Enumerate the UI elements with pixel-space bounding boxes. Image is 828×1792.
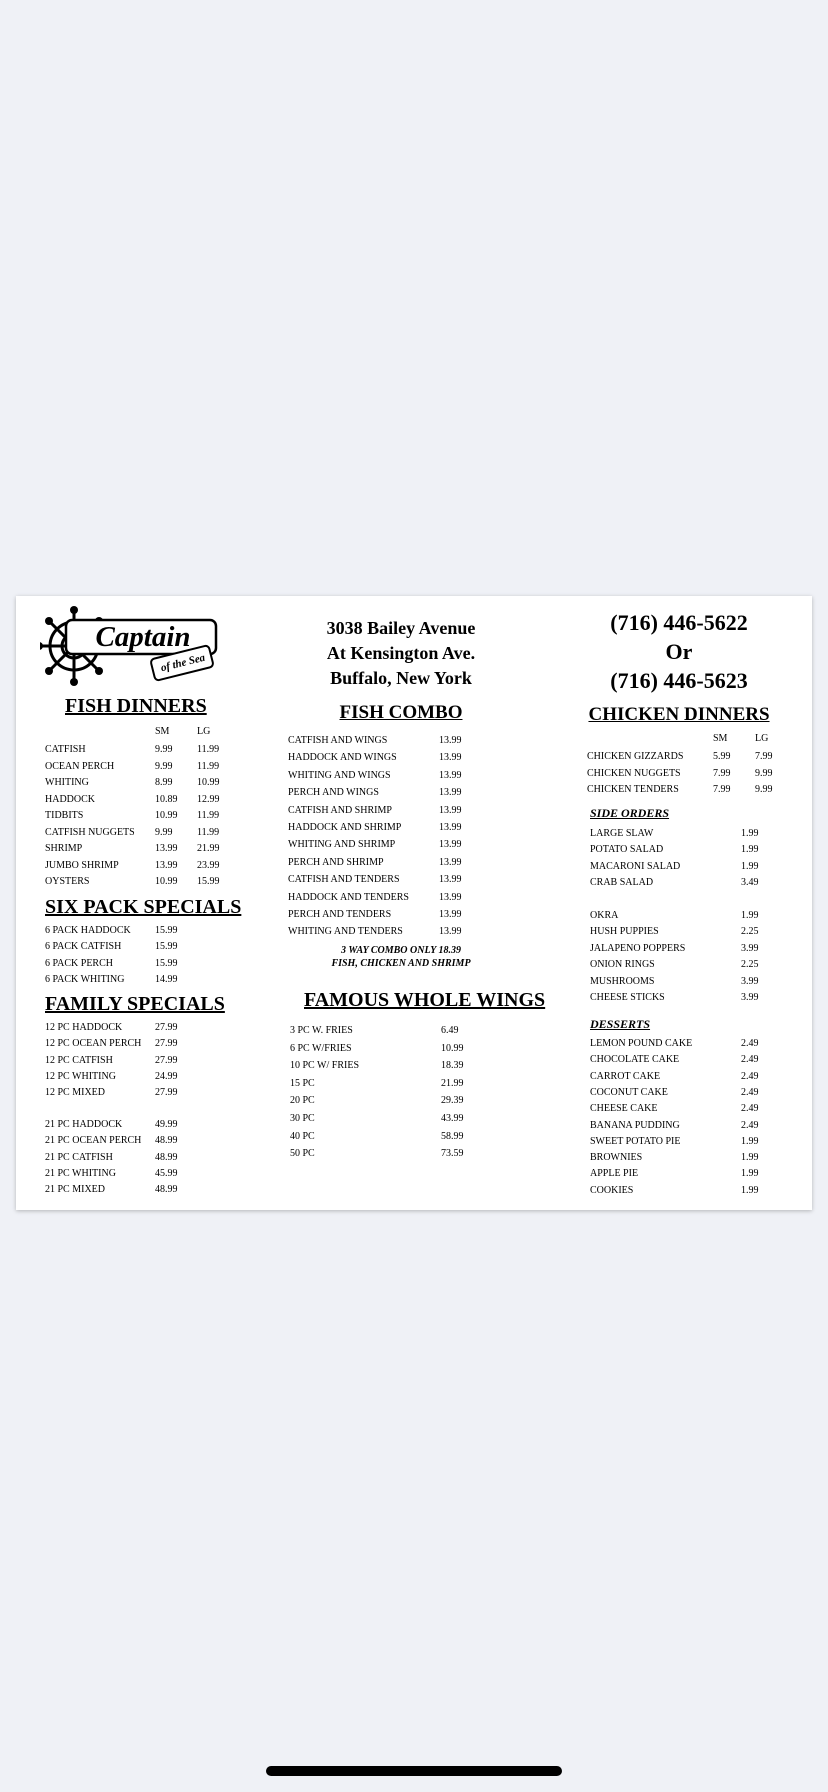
item-price: 49.99 bbox=[155, 1119, 178, 1130]
address-street: 3038 Bailey Avenue bbox=[326, 618, 476, 638]
item-name: 15 PC bbox=[290, 1077, 315, 1089]
menu-item-row bbox=[546, 784, 812, 799]
item-name: JALAPENO POPPERS bbox=[590, 942, 686, 954]
item-name: CATFISH AND TENDERS bbox=[288, 874, 400, 886]
item-name: CARROT CAKE bbox=[590, 1070, 661, 1082]
item-name: CATFISH AND SHRIMP bbox=[288, 804, 392, 816]
item-price: 13.99 bbox=[439, 822, 462, 833]
menu-item-row bbox=[546, 943, 812, 958]
item-name: 6 PACK PERCH bbox=[45, 957, 113, 969]
item-name: TIDBITS bbox=[45, 810, 84, 821]
menu-item-row bbox=[16, 1184, 256, 1199]
menu-item-row bbox=[16, 876, 256, 891]
item-price: 1.99 bbox=[741, 1168, 759, 1180]
item-price: 15.99 bbox=[155, 957, 178, 969]
item-price: 3.49 bbox=[741, 877, 759, 889]
phone-or: Or bbox=[665, 639, 693, 664]
item-price-large: 11.99 bbox=[197, 760, 220, 772]
item-name: 6 PACK CATFISH bbox=[45, 941, 122, 953]
wings-title: FAMOUS WHOLE WINGS bbox=[304, 989, 546, 1011]
menu-item-row bbox=[256, 892, 546, 907]
item-name: 3 PC W. FRIES bbox=[290, 1025, 353, 1036]
item-name: 6 PACK WHITING bbox=[45, 973, 125, 985]
item-price-large: 11.99 bbox=[197, 744, 220, 755]
menu-item-row bbox=[546, 1038, 812, 1053]
menu-item-row bbox=[256, 857, 546, 872]
menu-item-row bbox=[256, 805, 546, 820]
item-name: CHOCOLATE CAKE bbox=[590, 1054, 680, 1066]
item-price: 43.99 bbox=[441, 1113, 464, 1124]
item-price: 27.99 bbox=[155, 1087, 178, 1099]
menu-item-row bbox=[16, 843, 256, 858]
item-price: 1.99 bbox=[741, 844, 759, 856]
menu-item-row bbox=[256, 1078, 546, 1093]
item-name: CRAB SALAD bbox=[590, 877, 654, 889]
item-price: 1.99 bbox=[741, 860, 759, 872]
menu-item-row bbox=[546, 1054, 812, 1069]
home-indicator[interactable] bbox=[266, 1766, 562, 1776]
combo-note-1: 3 WAY COMBO ONLY 18.39 bbox=[341, 945, 461, 956]
item-name: APPLE PIE bbox=[590, 1168, 639, 1180]
item-price-small: 7.99 bbox=[713, 767, 731, 779]
menu-item-row bbox=[256, 1131, 546, 1146]
lg-header: LG bbox=[197, 726, 211, 737]
item-name: COCONUT CAKE bbox=[590, 1086, 668, 1098]
item-price-large: 12.99 bbox=[197, 793, 220, 805]
item-price: 1.99 bbox=[741, 1184, 759, 1196]
menu-item-row bbox=[256, 1060, 546, 1075]
item-name: BROWNIES bbox=[590, 1152, 643, 1164]
fish-combo-title: FISH COMBO bbox=[339, 702, 463, 723]
item-price: 58.99 bbox=[441, 1130, 464, 1142]
item-price-small: 5.99 bbox=[713, 751, 731, 762]
item-name: CATFISH AND WINGS bbox=[288, 735, 388, 746]
item-price-small: 10.99 bbox=[155, 876, 178, 887]
item-name: WHITING bbox=[45, 777, 89, 788]
menu-item-row bbox=[16, 974, 256, 989]
menu-item-row bbox=[16, 827, 256, 842]
item-name: PERCH AND WINGS bbox=[288, 787, 379, 799]
item-price: 2.49 bbox=[741, 1086, 759, 1098]
phone-number-2: (716) 446-5623 bbox=[610, 668, 748, 693]
sm-header: SM bbox=[155, 726, 170, 737]
item-price: 13.99 bbox=[439, 839, 462, 851]
item-price-large: 21.99 bbox=[197, 843, 220, 854]
family-specials-title: FAMILY SPECIALS bbox=[45, 993, 225, 1015]
item-name: CHEESE CAKE bbox=[590, 1103, 658, 1115]
logo bbox=[40, 606, 220, 692]
item-name: 21 PC OCEAN PERCH bbox=[45, 1135, 142, 1147]
item-price: 13.99 bbox=[439, 926, 462, 938]
item-name: 20 PC bbox=[290, 1095, 315, 1107]
item-name: WHITING AND SHRIMP bbox=[288, 839, 396, 851]
item-name: CATFISH bbox=[45, 744, 86, 755]
item-name: HADDOCK AND TENDERS bbox=[288, 891, 409, 903]
item-name: LARGE SLAW bbox=[590, 828, 654, 839]
item-name: PERCH AND TENDERS bbox=[288, 909, 392, 920]
item-price: 73.59 bbox=[441, 1148, 464, 1160]
item-price-large: 15.99 bbox=[197, 876, 220, 887]
item-name: PERCH AND SHRIMP bbox=[288, 856, 384, 868]
item-name: 21 PC WHITING bbox=[45, 1167, 116, 1179]
menu-item-row bbox=[16, 1022, 256, 1037]
item-price-small: 7.99 bbox=[713, 784, 731, 795]
item-name: POTATO SALAD bbox=[590, 844, 664, 856]
item-price: 2.49 bbox=[741, 1103, 759, 1115]
item-price: 3.99 bbox=[741, 975, 759, 987]
item-price: 2.49 bbox=[741, 1119, 759, 1131]
phone bbox=[546, 608, 812, 695]
menu-item-row bbox=[546, 1103, 812, 1118]
item-name: WHITING AND WINGS bbox=[288, 769, 391, 781]
menu-item-row bbox=[256, 909, 546, 924]
item-price: 27.99 bbox=[155, 1022, 178, 1033]
item-name: MUSHROOMS bbox=[590, 975, 655, 987]
menu-item-row bbox=[256, 787, 546, 802]
item-name: SHRIMP bbox=[45, 843, 83, 854]
logo-title: Captain bbox=[95, 621, 191, 653]
six-pack-title: SIX PACK SPECIALS bbox=[45, 896, 242, 918]
desserts-title: DESSERTS bbox=[590, 1017, 651, 1031]
item-name: JUMBO SHRIMP bbox=[45, 859, 119, 871]
item-name: 30 PC bbox=[290, 1113, 315, 1124]
item-price: 3.99 bbox=[741, 942, 759, 954]
menu-item-row bbox=[546, 861, 812, 876]
menu-item-row bbox=[546, 910, 812, 925]
menu-item-row bbox=[16, 860, 256, 875]
item-name: WHITING AND TENDERS bbox=[288, 926, 403, 938]
address bbox=[256, 616, 546, 691]
item-name: 6 PACK HADDOCK bbox=[45, 925, 131, 936]
menu-item-row bbox=[256, 770, 546, 785]
item-price: 13.99 bbox=[439, 856, 462, 868]
menu-item-row bbox=[16, 1055, 256, 1070]
item-name: 21 PC MIXED bbox=[45, 1184, 106, 1196]
item-price: 1.99 bbox=[741, 910, 759, 921]
menu-item-row bbox=[16, 761, 256, 776]
menu-item-row bbox=[256, 1043, 546, 1058]
item-name: 12 PC MIXED bbox=[45, 1087, 106, 1099]
phone-number-1: (716) 446-5622 bbox=[610, 610, 748, 635]
chicken-dinners-title: CHICKEN DINNERS bbox=[588, 704, 770, 725]
item-price-small: 9.99 bbox=[155, 760, 173, 772]
item-name: HADDOCK AND SHRIMP bbox=[288, 822, 402, 833]
side-orders-title: SIDE ORDERS bbox=[590, 806, 670, 820]
item-price: 45.99 bbox=[155, 1167, 178, 1179]
item-name: 50 PC bbox=[290, 1148, 315, 1160]
item-price: 13.99 bbox=[439, 874, 462, 886]
item-name: 40 PC bbox=[290, 1130, 315, 1142]
address-city: Buffalo, New York bbox=[330, 668, 472, 688]
item-price-small: 13.99 bbox=[155, 859, 178, 871]
item-price: 48.99 bbox=[155, 1135, 178, 1147]
item-price: 21.99 bbox=[441, 1077, 464, 1089]
item-price: 13.99 bbox=[439, 891, 462, 903]
item-name: COOKIES bbox=[590, 1184, 634, 1196]
item-price-small: 8.99 bbox=[155, 777, 173, 788]
menu-item-row bbox=[16, 1119, 256, 1134]
fish-dinners-title: FISH DINNERS bbox=[65, 695, 207, 717]
menu-item-row bbox=[16, 941, 256, 956]
menu-item-row bbox=[546, 844, 812, 859]
left-column bbox=[16, 596, 256, 1210]
item-price: 18.39 bbox=[441, 1060, 464, 1072]
item-name: OYSTERS bbox=[45, 876, 90, 887]
menu-item-row bbox=[16, 925, 256, 940]
item-price: 15.99 bbox=[155, 941, 178, 953]
middle-column bbox=[256, 596, 546, 1210]
item-name: LEMON POUND CAKE bbox=[590, 1038, 693, 1049]
item-price-small: 9.99 bbox=[155, 826, 173, 838]
menu-item-row bbox=[16, 1152, 256, 1167]
item-price-large: 9.99 bbox=[755, 784, 773, 795]
item-name: MACARONI SALAD bbox=[590, 860, 681, 872]
menu-item-row bbox=[256, 1113, 546, 1128]
menu-item-row bbox=[16, 958, 256, 973]
item-price: 13.99 bbox=[439, 804, 462, 816]
item-name: HUSH PUPPIES bbox=[590, 926, 659, 938]
combo-note-2: FISH, CHICKEN AND SHRIMP bbox=[331, 958, 471, 969]
menu-item-row bbox=[256, 822, 546, 837]
menu-item-row bbox=[546, 768, 812, 783]
item-name: 21 PC HADDOCK bbox=[45, 1119, 123, 1130]
item-price-large: 11.99 bbox=[197, 810, 220, 821]
item-name: 12 PC OCEAN PERCH bbox=[45, 1038, 142, 1050]
item-price: 2.49 bbox=[741, 1038, 759, 1049]
item-price-small: 9.99 bbox=[155, 744, 173, 755]
item-price: 3.99 bbox=[741, 992, 759, 1003]
lg-header: LG bbox=[755, 733, 769, 744]
menu-item-row bbox=[256, 752, 546, 767]
menu-item-row bbox=[546, 1071, 812, 1086]
item-name: 12 PC WHITING bbox=[45, 1070, 116, 1082]
chicken-dinners-header bbox=[546, 733, 812, 748]
menu-item-row bbox=[256, 874, 546, 889]
menu-item-row bbox=[16, 810, 256, 825]
item-price-small: 10.99 bbox=[155, 810, 178, 821]
menu-item-row bbox=[546, 926, 812, 941]
menu-item-row bbox=[546, 1168, 812, 1183]
item-price: 14.99 bbox=[155, 973, 178, 985]
item-price-large: 7.99 bbox=[755, 751, 773, 762]
item-price: 29.39 bbox=[441, 1095, 464, 1107]
item-name: CHICKEN GIZZARDS bbox=[587, 751, 684, 762]
item-price: 6.49 bbox=[441, 1025, 459, 1036]
logo-subtitle: of the Sea bbox=[159, 651, 207, 675]
menu-item-row bbox=[256, 735, 546, 750]
item-name: BANANA PUDDING bbox=[590, 1119, 680, 1131]
item-name: CHICKEN NUGGETS bbox=[587, 767, 681, 779]
item-name: CHICKEN TENDERS bbox=[587, 784, 679, 795]
item-price: 2.25 bbox=[741, 959, 759, 971]
item-price: 48.99 bbox=[155, 1151, 178, 1163]
menu-item-row bbox=[546, 1152, 812, 1167]
item-price: 2.49 bbox=[741, 1054, 759, 1066]
menu-item-row bbox=[546, 1185, 812, 1200]
item-name: ONION RINGS bbox=[590, 959, 655, 971]
item-price: 1.99 bbox=[741, 828, 759, 839]
item-name: CATFISH NUGGETS bbox=[45, 826, 135, 838]
menu-item-row bbox=[16, 794, 256, 809]
item-price: 27.99 bbox=[155, 1054, 178, 1066]
item-price-large: 9.99 bbox=[755, 767, 773, 779]
menu-item-row bbox=[16, 1087, 256, 1102]
item-price: 27.99 bbox=[155, 1038, 178, 1050]
menu-item-row bbox=[256, 1025, 546, 1040]
item-price: 13.99 bbox=[439, 735, 462, 746]
item-price: 2.25 bbox=[741, 926, 759, 938]
item-price-small: 13.99 bbox=[155, 843, 178, 854]
menu-item-row bbox=[16, 744, 256, 759]
item-price-large: 10.99 bbox=[197, 777, 220, 788]
item-price: 13.99 bbox=[439, 909, 462, 920]
menu-image bbox=[16, 596, 812, 1210]
menu-item-row bbox=[16, 777, 256, 792]
item-name: CHEESE STICKS bbox=[590, 992, 665, 1003]
item-price: 10.99 bbox=[441, 1042, 464, 1054]
item-price: 15.99 bbox=[155, 925, 178, 936]
item-name: HADDOCK AND WINGS bbox=[288, 752, 397, 764]
item-price-small: 10.89 bbox=[155, 793, 178, 805]
menu-item-row bbox=[546, 959, 812, 974]
item-name: SWEET POTATO PIE bbox=[590, 1135, 681, 1147]
menu-item-row bbox=[256, 839, 546, 854]
menu-item-row bbox=[256, 1148, 546, 1163]
item-price: 13.99 bbox=[439, 787, 462, 799]
address-cross-street: At Kensington Ave. bbox=[326, 643, 476, 663]
item-name: OCEAN PERCH bbox=[45, 760, 115, 772]
menu-item-row bbox=[16, 1168, 256, 1183]
sm-header: SM bbox=[713, 733, 728, 744]
menu-item-row bbox=[16, 1071, 256, 1086]
menu-item-row bbox=[546, 1120, 812, 1135]
item-price: 1.99 bbox=[741, 1152, 759, 1164]
fish-dinners-header bbox=[16, 726, 256, 741]
item-name: 12 PC HADDOCK bbox=[45, 1022, 123, 1033]
item-price: 24.99 bbox=[155, 1070, 178, 1082]
menu-item-row bbox=[256, 1095, 546, 1110]
menu-item-row bbox=[546, 1136, 812, 1151]
item-name: 10 PC W/ FRIES bbox=[290, 1060, 359, 1072]
item-name: 6 PC W/FRIES bbox=[290, 1042, 352, 1054]
menu-item-row bbox=[546, 992, 812, 1007]
item-name: OKRA bbox=[590, 910, 619, 921]
item-price-large: 23.99 bbox=[197, 859, 220, 871]
menu-item-row bbox=[546, 976, 812, 991]
item-price: 48.99 bbox=[155, 1184, 178, 1196]
item-price: 2.49 bbox=[741, 1070, 759, 1082]
item-name: 21 PC CATFISH bbox=[45, 1151, 113, 1163]
menu-item-row bbox=[256, 926, 546, 941]
item-price: 13.99 bbox=[439, 769, 462, 781]
menu-item-row bbox=[546, 828, 812, 843]
menu-item-row bbox=[546, 1087, 812, 1102]
right-column bbox=[546, 596, 812, 1210]
item-price-large: 11.99 bbox=[197, 826, 220, 838]
item-price: 1.99 bbox=[741, 1135, 759, 1147]
menu-item-row bbox=[546, 751, 812, 766]
item-name: 12 PC CATFISH bbox=[45, 1054, 113, 1066]
menu-item-row bbox=[16, 1038, 256, 1053]
item-price: 13.99 bbox=[439, 752, 462, 764]
menu-item-row bbox=[546, 877, 812, 892]
menu-item-row bbox=[16, 1135, 256, 1150]
item-name: HADDOCK bbox=[45, 793, 95, 805]
